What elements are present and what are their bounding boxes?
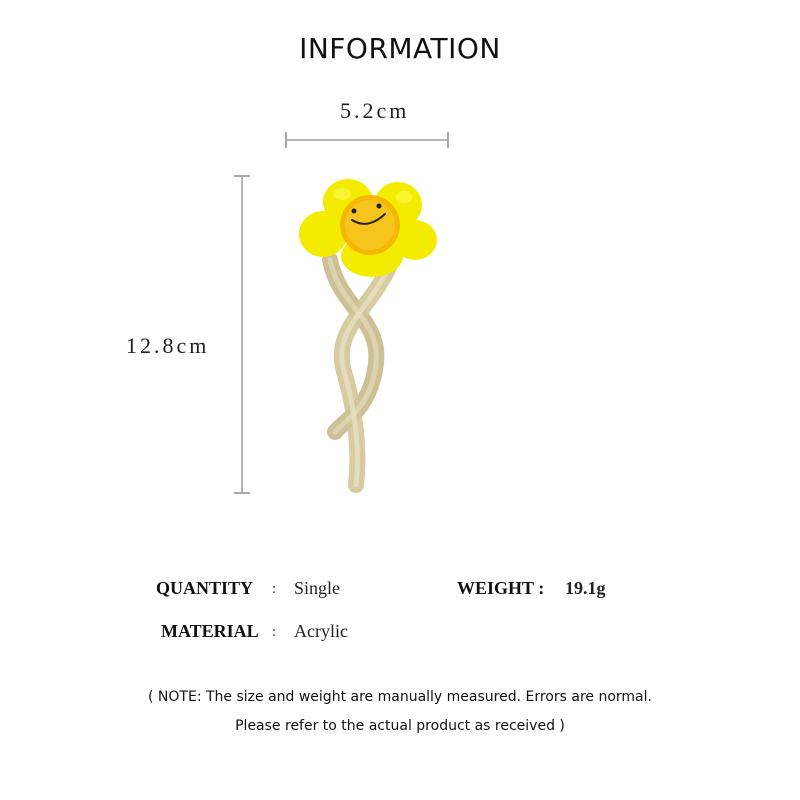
quantity-label: QUANTITY bbox=[156, 578, 254, 598]
quantity-value: Single bbox=[294, 578, 341, 598]
quantity-colon: : bbox=[272, 581, 277, 597]
height-ruler bbox=[241, 176, 243, 494]
material-colon: : bbox=[272, 624, 277, 640]
height-ruler-bottom-cap bbox=[234, 492, 250, 494]
material-value: Acrylic bbox=[294, 621, 348, 641]
width-ruler-left-cap bbox=[285, 132, 287, 148]
width-ruler-right-cap bbox=[447, 132, 449, 148]
weight-value: 19.1g bbox=[565, 578, 606, 598]
smiley-flower-hair-claw-icon bbox=[290, 170, 450, 500]
material-label: MATERIAL bbox=[161, 621, 259, 641]
note-line-2: Please refer to the actual product as received ) bbox=[235, 718, 565, 734]
height-measurement-label: 12.8cm bbox=[126, 333, 210, 358]
width-measurement-label: 5.2cm bbox=[340, 98, 410, 123]
product-image bbox=[290, 170, 450, 500]
note-line-1: ( NOTE: The size and weight are manually measured. Errors are normal. bbox=[148, 689, 652, 705]
weight-label: WEIGHT : bbox=[457, 578, 545, 598]
height-ruler-top-cap bbox=[234, 175, 250, 177]
width-ruler bbox=[286, 139, 449, 141]
page-title: INFORMATION bbox=[299, 32, 501, 65]
